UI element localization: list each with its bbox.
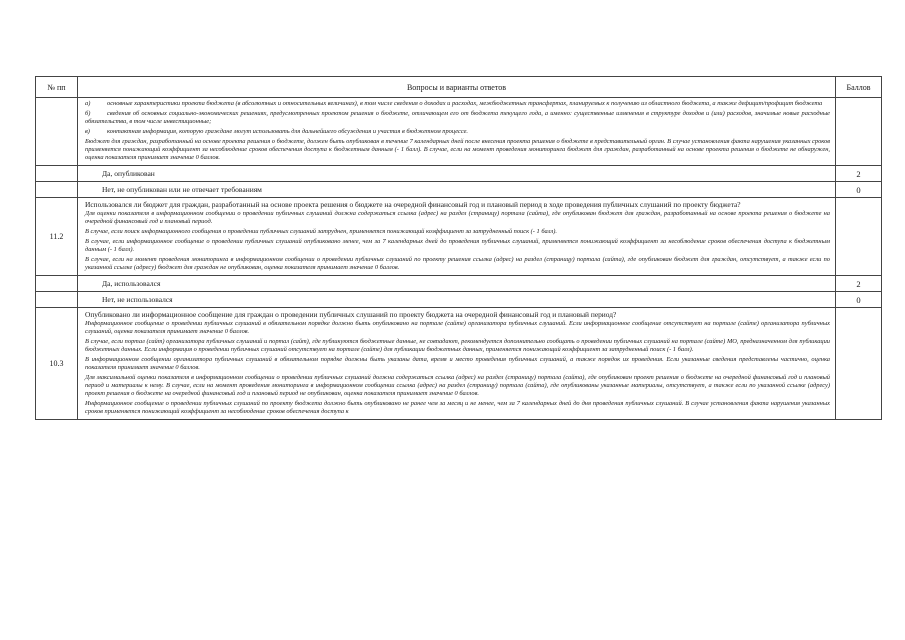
note-text: Информационное сообщение о проведении публичных слушаний по проекту бюджета должно быть опубликовано не ранее чем за месяц и не менее, чем за 7 календарных дней до дня проведения публичных слушаний. В случае установления факта нарушения указанных сроков применяется понижающий коэффициент за несоблюдение сроков обеспечения доступа к: [85, 400, 830, 415]
question-number: 11.2: [36, 198, 78, 276]
option-score: 2: [836, 166, 882, 182]
question-text: Опубликовано ли информационное сообщение для граждан о проведении публичных слушаний по проекту бюджета на очередной финансовый год и плановый период?: [85, 310, 617, 319]
option-score: 0: [836, 292, 882, 308]
question-number: 10.3: [36, 308, 78, 420]
note-text: Бюджет для граждан, разработанный на основе проекта решения о бюджете, должен быть опубликован в течение 7 календарных дней после внесения проекта решения о бюджете в представительный орган. В случае установления факта нарушения указанных сроков применяется понижающий коэффициент за несоблюдение сроков обеспечения доступа к бюджетным данным (- 1 балл). В случае, если на момент проведения мониторинга бюджет для граждан, разработанный на основе проекта решения о бюджете не обнаружен, оценка показателя принимает значение 0 баллов.: [85, 138, 830, 161]
note-text: В случае, если поиск информационного сообщения о проведении публичных слушаний затруднен, применяется понижающий коэффициент за затрудненный поиск (- 1 балл).: [85, 228, 558, 235]
option-label: Нет, не опубликован или не отвечает требованиям: [78, 182, 836, 198]
question-row-10-3: [36, 308, 882, 420]
option-label: Нет, не использовался: [78, 292, 836, 308]
questions-table: [35, 76, 882, 420]
option-row: [36, 292, 882, 308]
option-row: [36, 276, 882, 292]
list-item: б) сведения об основных социально-экономических решениях, предусмотренных проектом решения о бюджете, отличающем его от бюджета текущего года, а именно: существенные изменения в структуре доходов и (или) расходов, значимые новые расходные обязательства, в том числе инвестиционные;: [85, 110, 830, 125]
note-text: В информационном сообщении организатора публичных слушаний в обязательном порядке должны быть указаны дата, время и место проведения публичных слушаний, а также порядок их проведения. Если указанные сведения представлены частично, оценка показателя принимает значение 0 баллов.: [85, 356, 830, 371]
question-text: Использовался ли бюджет для граждан, разработанный на основе проекта решения о бюджете на очередной финансовый год и плановый период в ходе проведения публичных слушаний по проекту бюджета?: [85, 200, 741, 209]
option-score: 2: [836, 276, 882, 292]
option-label: Да, опубликован: [78, 166, 836, 182]
table-row-continuation: [36, 98, 882, 166]
list-item: в) контактная информация, которую граждане могут использовать для дальнейшего обсуждения и участия в бюджетном процессе.: [85, 128, 469, 135]
table-header-row: [36, 77, 882, 98]
option-row: [36, 166, 882, 182]
note-text: Информационное сообщение о проведении публичных слушаний в обязательном порядке должно быть опубликовано на портале (сайте) организатора публичных слушаний. Если информационное сообщение отсутствует на портале (сайте) организатора публичных слушаний, оценка показателя принимает значение 0 баллов.: [85, 320, 830, 335]
note-text: В случае, если портал (сайт) организатора публичных слушаний и портал (сайт), где публикуются бюджетные данные, не совпадают, рекомендуется дополнительно сообщать о проведении публичных слушаний на портале (сайте) МО, предназначенном для публикации бюджетных данных. Если информация о проведении публичных слушаний отсутствует на портале (сайте) для публикации бюджетных данных, применяется понижающий коэффициент за затрудненный поиск (- 1 балл).: [85, 338, 830, 353]
header-questions: Вопросы и варианты ответов: [78, 77, 836, 98]
list-item: а) основные характеристики проекта бюджета (в абсолютных и относительных величинах), в том числе сведения о доходах и расходах, межбюджетных трансфертах, планируемых к получению из областного бюджета, а также дефицит/профицит бюджета: [85, 100, 823, 107]
option-label: Да, использовался: [78, 276, 836, 292]
header-num: № пп: [36, 77, 78, 98]
note-text: В случае, если на момент проведения мониторинга в информационном сообщении о проведении публичных слушаний по проекту решения ссылка (адрес) на раздел (страницу) портала (сайта), где опубликован бюджет для граждан, отсутствует, а также если по указанной ссылке (адресу) бюджет для граждан не опубликован, оценка показателя принимает значение 0 баллов.: [85, 256, 830, 271]
note-text: Для оценки показателя в информационном сообщении о проведении публичных слушаний должна содержаться ссылка (адрес) на раздел (страницу) портала (сайта), где опубликован бюджет для граждан, разработанный на основе проекта решения о бюджете на очередной финансовый год и плановый период.: [85, 210, 830, 225]
option-row: [36, 182, 882, 198]
note-text: Для максимальной оценки показателя в информационном сообщении о проведении публичных слушаний должна содержаться ссылка (адрес) на раздел (страницу) портала (сайта), где опубликован проект решения о бюджете на очередной финансовый год и плановый период и материалы к нему. В случае, если на момент проведения мониторинга в информационном сообщении ссылка (адрес) на раздел (страницу) портала (сайта), где опубликованы указанные материалы, отсутствует, а также если по указанной ссылке (адресу) проект решения о бюджете на очередной финансовый год и плановый период не опубликован, оценка показателя принимает значение 0 баллов.: [85, 374, 830, 397]
header-score: Баллов: [836, 77, 882, 98]
question-row-11-2: [36, 198, 882, 276]
continuation-content: [78, 98, 836, 166]
note-text: В случае, если информационное сообщение о проведении публичных слушаний опубликовано менее, чем за 7 календарных дней до проведения публичных слушаний, применяется понижающий коэффициент за несоблюдение сроков обеспечения доступа к бюджетным данным (- 1 балл).: [85, 238, 830, 253]
option-score: 0: [836, 182, 882, 198]
